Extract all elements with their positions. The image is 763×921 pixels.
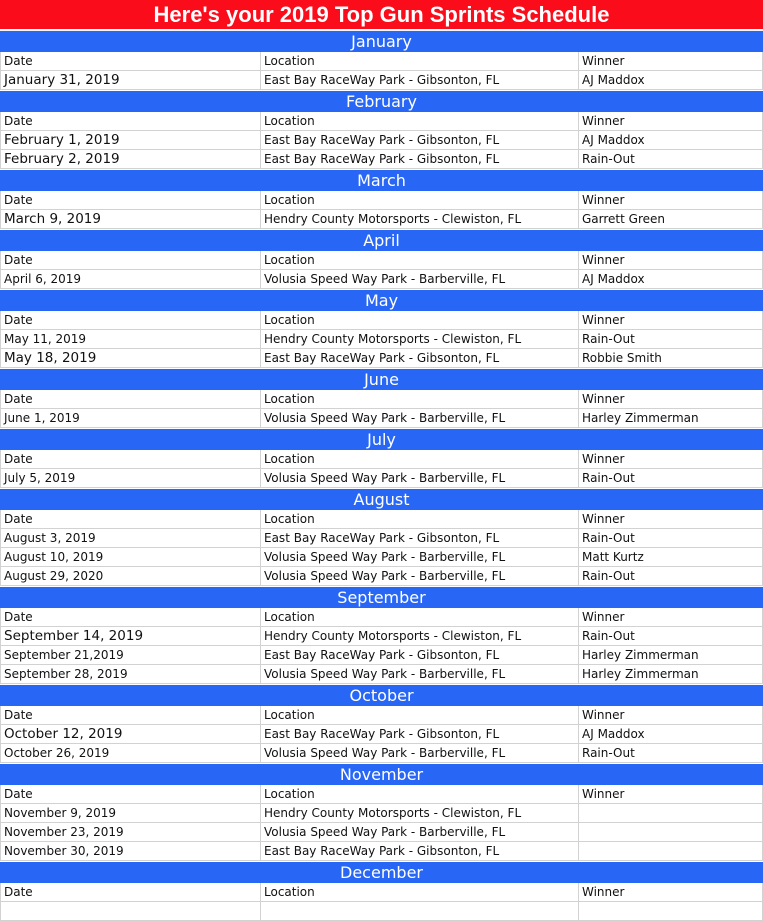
location-cell[interactable]: Volusia Speed Way Park - Barberville, FL xyxy=(261,409,579,427)
date-cell[interactable]: February 2, 2019 xyxy=(0,150,261,168)
location-cell[interactable]: East Bay RaceWay Park - Gibsonton, FL xyxy=(261,349,579,367)
winner-header[interactable]: Winner xyxy=(579,510,763,528)
winner-cell[interactable]: AJ Maddox xyxy=(579,71,763,89)
winner-header[interactable]: Winner xyxy=(579,112,763,130)
winner-header[interactable]: Winner xyxy=(579,883,763,901)
date-cell[interactable]: January 31, 2019 xyxy=(0,71,261,89)
location-header[interactable]: Location xyxy=(261,390,579,408)
column-header-row xyxy=(0,785,763,804)
table-row xyxy=(0,529,763,548)
winner-cell[interactable] xyxy=(579,823,763,841)
location-header[interactable]: Location xyxy=(261,883,579,901)
month-header: June xyxy=(0,368,763,390)
date-cell[interactable]: August 10, 2019 xyxy=(0,548,261,566)
date-header[interactable]: Date xyxy=(0,52,261,70)
location-header[interactable]: Location xyxy=(261,311,579,329)
date-cell[interactable]: October 26, 2019 xyxy=(0,744,261,762)
table-row xyxy=(0,744,763,763)
column-header-row xyxy=(0,311,763,330)
month-header: November xyxy=(0,763,763,785)
date-cell[interactable]: August 29, 2020 xyxy=(0,567,261,585)
table-row xyxy=(0,349,763,368)
location-header[interactable]: Location xyxy=(261,608,579,626)
table-row xyxy=(0,842,763,861)
column-header-row xyxy=(0,706,763,725)
winner-cell[interactable]: Rain-Out xyxy=(579,744,763,762)
winner-header[interactable]: Winner xyxy=(579,608,763,626)
date-cell[interactable]: September 28, 2019 xyxy=(0,665,261,683)
page-title: Here's your 2019 Top Gun Sprints Schedule xyxy=(0,0,763,30)
month-header: December xyxy=(0,861,763,883)
date-header[interactable]: Date xyxy=(0,706,261,724)
column-header-row xyxy=(0,608,763,627)
location-cell[interactable]: Volusia Speed Way Park - Barberville, FL xyxy=(261,567,579,585)
location-cell[interactable]: Hendry County Motorsports - Clewiston, FL xyxy=(261,627,579,645)
month-header: July xyxy=(0,428,763,450)
date-header[interactable]: Date xyxy=(0,510,261,528)
date-cell[interactable]: November 9, 2019 xyxy=(0,804,261,822)
winner-header[interactable]: Winner xyxy=(579,52,763,70)
column-header-row xyxy=(0,251,763,270)
location-cell[interactable]: Volusia Speed Way Park - Barberville, FL xyxy=(261,548,579,566)
months-container xyxy=(0,30,763,921)
location-cell[interactable]: Volusia Speed Way Park - Barberville, FL xyxy=(261,270,579,288)
table-row xyxy=(0,330,763,349)
table-row xyxy=(0,131,763,150)
date-header[interactable]: Date xyxy=(0,608,261,626)
winner-cell[interactable]: Matt Kurtz xyxy=(579,548,763,566)
date-header[interactable]: Date xyxy=(0,251,261,269)
table-row xyxy=(0,665,763,684)
date-cell[interactable]: November 30, 2019 xyxy=(0,842,261,860)
location-cell[interactable]: East Bay RaceWay Park - Gibsonton, FL xyxy=(261,842,579,860)
date-cell[interactable]: May 18, 2019 xyxy=(0,349,261,367)
winner-cell[interactable]: Rain-Out xyxy=(579,529,763,547)
location-header[interactable]: Location xyxy=(261,251,579,269)
table-row xyxy=(0,627,763,646)
winner-header[interactable]: Winner xyxy=(579,785,763,803)
location-cell[interactable]: Volusia Speed Way Park - Barberville, FL xyxy=(261,744,579,762)
location-header[interactable]: Location xyxy=(261,706,579,724)
winner-header[interactable]: Winner xyxy=(579,450,763,468)
table-row xyxy=(0,71,763,90)
location-header[interactable]: Location xyxy=(261,52,579,70)
location-cell[interactable]: East Bay RaceWay Park - Gibsonton, FL xyxy=(261,150,579,168)
winner-cell[interactable]: AJ Maddox xyxy=(579,725,763,743)
date-header[interactable]: Date xyxy=(0,191,261,209)
table-row xyxy=(0,210,763,229)
location-cell[interactable]: East Bay RaceWay Park - Gibsonton, FL xyxy=(261,646,579,664)
winner-header[interactable]: Winner xyxy=(579,390,763,408)
table-row xyxy=(0,804,763,823)
winner-cell[interactable]: Garrett Green xyxy=(579,210,763,228)
location-cell[interactable] xyxy=(261,902,579,920)
location-header[interactable]: Location xyxy=(261,112,579,130)
month-header: January xyxy=(0,30,763,52)
location-cell[interactable]: Volusia Speed Way Park - Barberville, FL xyxy=(261,665,579,683)
winner-cell[interactable]: Rain-Out xyxy=(579,567,763,585)
location-cell[interactable]: East Bay RaceWay Park - Gibsonton, FL xyxy=(261,529,579,547)
column-header-row xyxy=(0,390,763,409)
date-header[interactable]: Date xyxy=(0,390,261,408)
winner-header[interactable]: Winner xyxy=(579,706,763,724)
winner-header[interactable]: Winner xyxy=(579,191,763,209)
column-header-row xyxy=(0,191,763,210)
date-cell[interactable]: July 5, 2019 xyxy=(0,469,261,487)
date-header[interactable]: Date xyxy=(0,785,261,803)
location-cell[interactable]: Volusia Speed Way Park - Barberville, FL xyxy=(261,823,579,841)
winner-cell[interactable]: Harley Zimmerman xyxy=(579,646,763,664)
winner-cell[interactable]: AJ Maddox xyxy=(579,270,763,288)
winner-header[interactable]: Winner xyxy=(579,311,763,329)
winner-cell[interactable] xyxy=(579,842,763,860)
date-cell[interactable]: February 1, 2019 xyxy=(0,131,261,149)
date-header[interactable]: Date xyxy=(0,311,261,329)
winner-cell[interactable]: Rain-Out xyxy=(579,330,763,348)
location-cell[interactable]: Hendry County Motorsports - Clewiston, FL xyxy=(261,330,579,348)
winner-cell[interactable]: Harley Zimmerman xyxy=(579,665,763,683)
location-cell[interactable]: Hendry County Motorsports - Clewiston, FL xyxy=(261,210,579,228)
winner-cell[interactable]: Rain-Out xyxy=(579,150,763,168)
date-cell[interactable]: November 23, 2019 xyxy=(0,823,261,841)
location-cell[interactable]: Volusia Speed Way Park - Barberville, FL xyxy=(261,469,579,487)
winner-cell[interactable]: Harley Zimmerman xyxy=(579,409,763,427)
date-cell[interactable] xyxy=(0,902,261,920)
date-cell[interactable]: October 12, 2019 xyxy=(0,725,261,743)
table-row xyxy=(0,567,763,586)
winner-cell[interactable] xyxy=(579,902,763,920)
date-cell[interactable]: March 9, 2019 xyxy=(0,210,261,228)
winner-cell[interactable]: Rain-Out xyxy=(579,469,763,487)
location-cell[interactable]: East Bay RaceWay Park - Gibsonton, FL xyxy=(261,725,579,743)
table-row xyxy=(0,548,763,567)
location-header[interactable]: Location xyxy=(261,191,579,209)
location-header[interactable]: Location xyxy=(261,450,579,468)
month-header: September xyxy=(0,586,763,608)
month-header: April xyxy=(0,229,763,251)
month-header: February xyxy=(0,90,763,112)
date-header[interactable]: Date xyxy=(0,883,261,901)
column-header-row xyxy=(0,52,763,71)
location-header[interactable]: Location xyxy=(261,785,579,803)
table-row xyxy=(0,823,763,842)
column-header-row xyxy=(0,510,763,529)
column-header-row xyxy=(0,883,763,902)
column-header-row xyxy=(0,450,763,469)
month-header: May xyxy=(0,289,763,311)
month-header: October xyxy=(0,684,763,706)
date-cell[interactable]: August 3, 2019 xyxy=(0,529,261,547)
table-row xyxy=(0,725,763,744)
winner-cell[interactable]: Robbie Smith xyxy=(579,349,763,367)
table-row xyxy=(0,270,763,289)
date-cell[interactable]: September 21,2019 xyxy=(0,646,261,664)
table-row xyxy=(0,902,763,921)
month-header: March xyxy=(0,169,763,191)
winner-cell[interactable]: AJ Maddox xyxy=(579,131,763,149)
table-row xyxy=(0,409,763,428)
date-cell[interactable]: June 1, 2019 xyxy=(0,409,261,427)
table-row xyxy=(0,646,763,665)
date-header[interactable]: Date xyxy=(0,450,261,468)
month-header: August xyxy=(0,488,763,510)
column-header-row xyxy=(0,112,763,131)
winner-header[interactable]: Winner xyxy=(579,251,763,269)
table-row xyxy=(0,469,763,488)
date-cell[interactable]: September 14, 2019 xyxy=(0,627,261,645)
date-cell[interactable]: May 11, 2019 xyxy=(0,330,261,348)
location-header[interactable]: Location xyxy=(261,510,579,528)
table-row xyxy=(0,150,763,169)
winner-cell[interactable] xyxy=(579,804,763,822)
date-cell[interactable]: April 6, 2019 xyxy=(0,270,261,288)
location-cell[interactable]: Hendry County Motorsports - Clewiston, FL xyxy=(261,804,579,822)
winner-cell[interactable]: Rain-Out xyxy=(579,627,763,645)
location-cell[interactable]: East Bay RaceWay Park - Gibsonton, FL xyxy=(261,131,579,149)
date-header[interactable]: Date xyxy=(0,112,261,130)
location-cell[interactable]: East Bay RaceWay Park - Gibsonton, FL xyxy=(261,71,579,89)
